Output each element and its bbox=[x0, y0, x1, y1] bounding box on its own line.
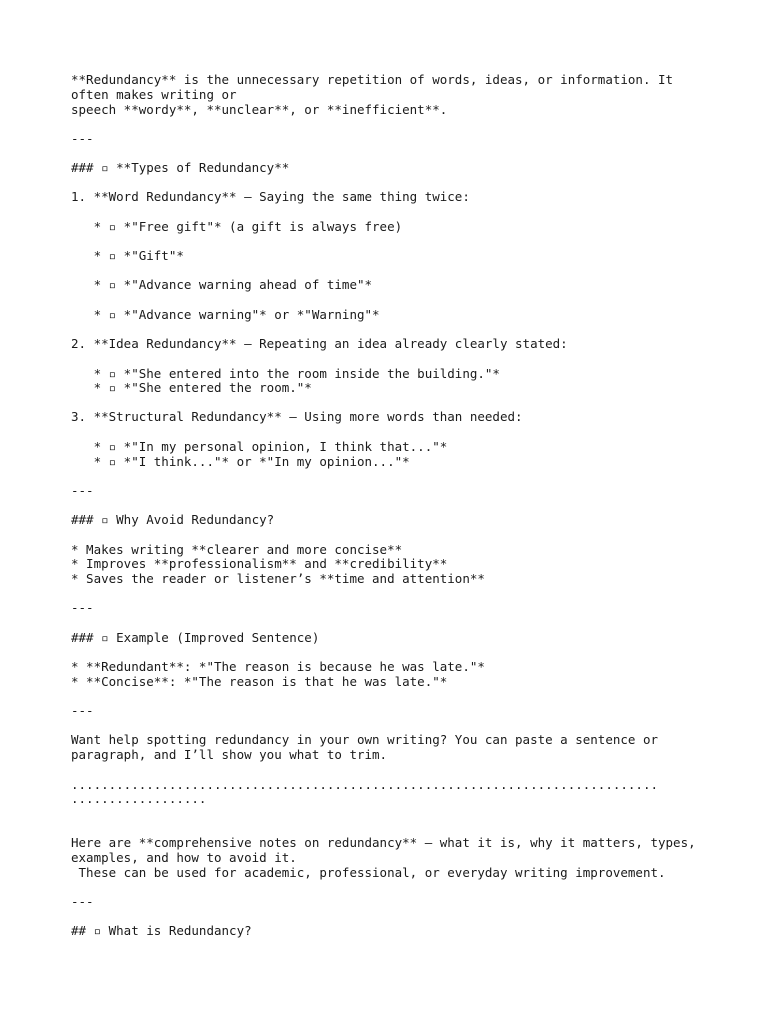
list-item: * ▫ *"She entered the room."* bbox=[71, 380, 312, 395]
text-line: examples, and how to avoid it. bbox=[71, 850, 297, 865]
list-item: * ▫ *"Gift"* bbox=[71, 248, 184, 263]
section-heading: ### ▫ Why Avoid Redundancy? bbox=[71, 512, 275, 527]
divider: --- bbox=[71, 600, 94, 615]
list-item: * ▫ *"Advance warning"* or *"Warning"* bbox=[71, 307, 380, 322]
list-item: * ▫ *"Advance warning ahead of time"* bbox=[71, 277, 373, 292]
list-item: 3. **Structural Redundancy** – Using more words than needed: bbox=[71, 409, 523, 424]
list-item: * ▫ *"In my personal opinion, I think that..."* bbox=[71, 439, 448, 454]
list-item: * Saves the reader or listener’s **time and attention** bbox=[71, 571, 485, 586]
text-line: **Redundancy** is the unnecessary repetition of words, ideas, or information. It bbox=[71, 72, 674, 87]
text-line: speech **wordy**, **unclear**, or **inefficient**. bbox=[71, 102, 448, 117]
list-item: * Improves **professionalism** and **credibility** bbox=[71, 556, 448, 571]
divider: --- bbox=[71, 894, 94, 909]
dotted-rule: .............................................................................. bbox=[71, 777, 658, 792]
list-item: 1. **Word Redundancy** – Saying the same thing twice: bbox=[71, 189, 470, 204]
text-line: often makes writing or bbox=[71, 87, 237, 102]
list-item: * ▫ *"Free gift"* (a gift is always free) bbox=[71, 219, 403, 234]
list-item: * Makes writing **clearer and more concise** bbox=[71, 542, 403, 557]
section-heading: ## ▫ What is Redundancy? bbox=[71, 923, 252, 938]
text-line: Here are **comprehensive notes on redundancy** — what it is, why it matters, types, bbox=[71, 835, 696, 850]
dotted-rule: .................. bbox=[71, 791, 207, 806]
list-item: * **Redundant**: *"The reason is because he was late."* bbox=[71, 659, 485, 674]
section-heading: ### ▫ **Types of Redundancy** bbox=[71, 160, 290, 175]
section-heading: ### ▫ Example (Improved Sentence) bbox=[71, 630, 320, 645]
list-item: * ▫ *"I think..."* or *"In my opinion..."* bbox=[71, 454, 410, 469]
divider: --- bbox=[71, 131, 94, 146]
divider: --- bbox=[71, 703, 94, 718]
list-item: 2. **Idea Redundancy** – Repeating an idea already clearly stated: bbox=[71, 336, 568, 351]
list-item: * **Concise**: *"The reason is that he was late."* bbox=[71, 674, 448, 689]
text-line: These can be used for academic, professional, or everyday writing improvement. bbox=[71, 865, 666, 880]
text-line: paragraph, and I’ll show you what to trim. bbox=[71, 747, 388, 762]
text-line: Want help spotting redundancy in your own writing? You can paste a sentence or bbox=[71, 732, 658, 747]
list-item: * ▫ *"She entered into the room inside the building."* bbox=[71, 366, 500, 381]
divider: --- bbox=[71, 483, 94, 498]
